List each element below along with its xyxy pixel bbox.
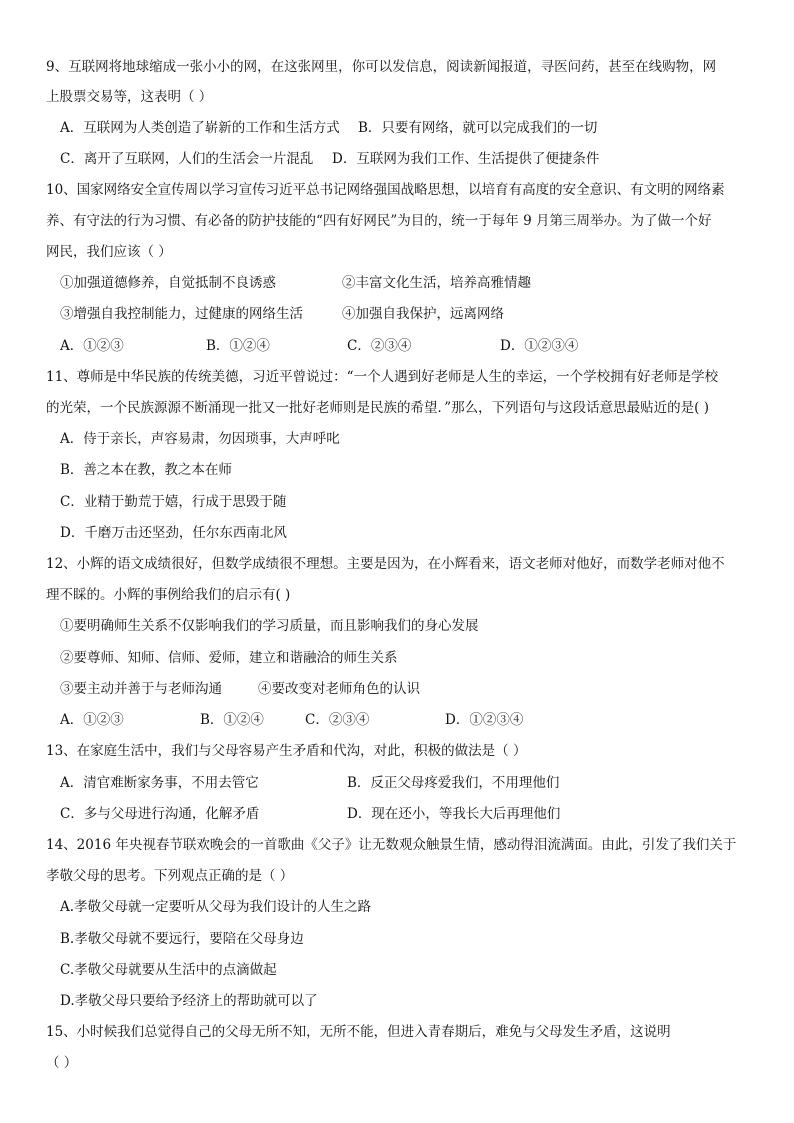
question-14-stem-line-1: 14、2016 年央视春节联欢晚会的一首歌曲《父子》让无数观众触景生情，感动得泪流满面。由此，引发了我们关于 [46, 837, 737, 853]
question-14-option-b: B.孝敬父母就不要远行，要陪在父母身边 [60, 931, 304, 947]
question-10-statement-4: ④加强自我保护，远离网络 [342, 306, 504, 322]
question-11-stem-line-2: 的光荣，一个民族源源不断涌现一批又一批好老师则是民族的希望．”那么，下列语句与这段话意思最贴近的是( ) [46, 400, 709, 416]
question-11-stem-line-1: 11、尊师是中华民族的传统美德，习近平曾说过：“一个人遇到好老师是人生的幸运，一个学校拥有好老师是学校 [46, 369, 719, 385]
question-11-option-d: D．千磨万击还坚劲，任尔东西南北风 [60, 525, 287, 541]
question-12-statement-1: ①要明确师生关系不仅影响我们的学习质量，而且影响我们的身心发展 [60, 618, 479, 634]
question-10-stem-line-2: 养、有守法的行为习惯、有必备的防护技能的“四有好网民”为目的，统一于每年 9 月第三周举办。为了做一个好 [46, 213, 712, 229]
question-10-statement-2: ②丰富文化生活，培养高雅情趣 [342, 275, 531, 291]
question-9-stem-line-1: 9、互联网将地球缩成一张小小的网，在这张网里，你可以发信息，阅读新闻报道，寻医问药，甚至在线购物，网 [46, 59, 717, 75]
question-13-stem-line-1: 13、在家庭生活中，我们与父母容易产生矛盾和代沟，对此，积极的做法是（ ） [46, 743, 527, 759]
question-12-option-d: D．①②③④ [445, 712, 524, 728]
question-12-statement-2: ②要尊师、知师、信师、爱师，建立和谐融洽的师生关系 [60, 650, 398, 666]
question-12-option-a: A．①②③ [60, 712, 124, 728]
question-10-stem-line-3: 网民，我们应该（ ） [46, 244, 172, 260]
question-10-option-b: B．①②④ [206, 338, 270, 354]
question-13-option-c: C．多与父母进行沟通，化解矛盾 [60, 806, 260, 822]
question-11-option-a: A．侍于亲长，声容易肃，勿因琐事，大声呼叱 [60, 431, 340, 447]
question-13-option-b: B．反正父母疼爱我们，不用理他们 [347, 775, 560, 791]
question-12-statement-4: ④要改变对老师角色的认识 [258, 681, 420, 697]
question-14-option-a: A.孝敬父母就一定要听从父母为我们设计的人生之路 [60, 899, 372, 915]
question-13-option-d: D．现在还小，等我长大后再理他们 [347, 806, 561, 822]
question-10-option-d: D．①②③④ [500, 338, 579, 354]
question-9-option-d: D．互联网为我们工作、生活提供了便捷条件 [332, 151, 600, 167]
question-14-option-d: D.孝敬父母只要给予经济上的帮助就可以了 [60, 993, 318, 1009]
question-15-stem-line-2: （ ） [46, 1055, 78, 1071]
question-15-stem-line-1: 15、小时候我们总觉得自己的父母无所不知，无所不能，但进入青春期后，难免与父母发生矛盾，这说明 [46, 1024, 671, 1040]
question-12-stem-line-1: 12、小辉的语文成绩很好，但数学成绩很不理想。主要是因为，在小辉看来，语文老师对他好，而数学老师对他不 [46, 556, 725, 572]
question-9-stem-line-2: 上股票交易等，这表明（ ） [46, 89, 213, 105]
question-10-option-a: A．①②③ [60, 338, 124, 354]
question-10-statement-1: ①加强道德修养，自觉抵制不良诱惑 [60, 275, 276, 291]
question-11-option-c: C．业精于勤荒于嬉，行成于思毁于随 [60, 494, 287, 510]
question-9-option-c: C．离开了互联网，人们的生活会一片混乱 [60, 151, 314, 167]
question-9-option-b: B．只要有网络，就可以完成我们的一切 [358, 120, 598, 136]
question-10-stem-line-1: 10、国家网络安全宣传周以学习宣传习近平总书记网络强国战略思想，以培育有高度的安全意识、有文明的网络素 [46, 182, 725, 198]
question-11-option-b: B．善之本在教，教之本在师 [60, 462, 232, 478]
question-12-statement-3: ③要主动并善于与老师沟通 [60, 681, 222, 697]
question-12-option-b: B．①②④ [200, 712, 264, 728]
question-12-option-c: C．②③④ [305, 712, 370, 728]
question-14-option-c: C.孝敬父母就要从生活中的点滴做起 [60, 962, 277, 978]
question-10-statement-3: ③增强自我控制能力，过健康的网络生活 [60, 306, 303, 322]
question-10-option-c: C．②③④ [347, 338, 412, 354]
question-13-option-a: A．清官难断家务事，不用去管它 [60, 775, 259, 791]
question-12-stem-line-2: 理不睬的。小辉的事例给我们的启示有( ) [46, 587, 291, 603]
question-9-option-a: A．互联网为人类创造了崭新的工作和生活方式 [60, 120, 340, 136]
question-14-stem-line-2: 孝敬父母的思考。下列观点正确的是（ ） [46, 868, 294, 884]
